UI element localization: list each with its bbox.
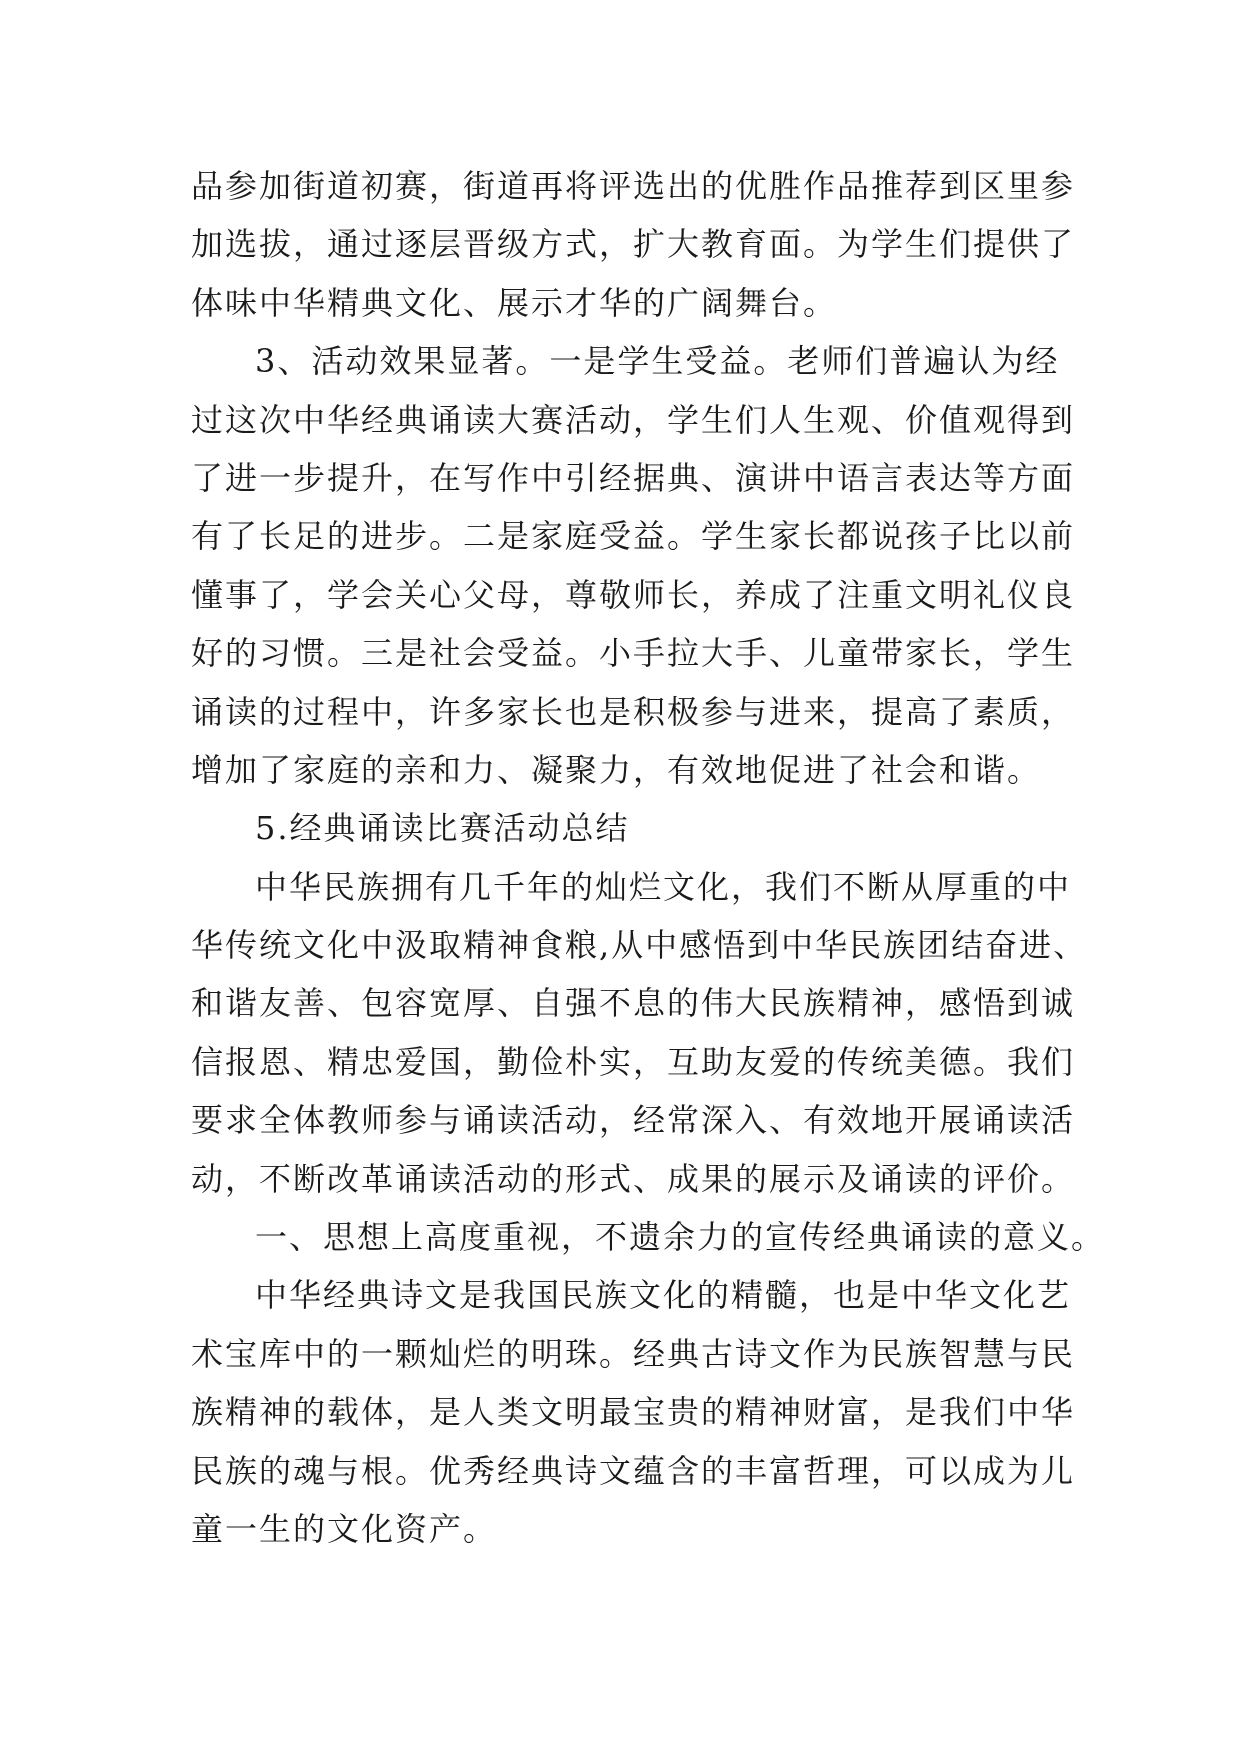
text-line: 了进一步提升，在写作中引经据典、演讲中语言表达等方面 xyxy=(191,458,1076,497)
text-line: 过这次中华经典诵读大赛活动，学生们人生观、价值观得到 xyxy=(191,400,1076,439)
text-line: 术宝库中的一颗灿烂的明珠。经典古诗文作为民族智慧与民 xyxy=(191,1334,1076,1373)
text-line: 族精神的载体，是人类文明最宝贵的精神财富，是我们中华 xyxy=(191,1393,1076,1432)
text-line: 中华经典诗文是我国民族文化的精髓，也是中华文化艺 xyxy=(255,1276,1072,1315)
text-line: 懂事了，学会关心父母，尊敬师长，养成了注重文明礼仪良 xyxy=(191,575,1076,614)
text-line: 信报恩、精忠爱国，勤俭朴实，互助友爱的传统美德。我们 xyxy=(191,1042,1076,1081)
text-line: 民族的魂与根。优秀经典诗文蕴含的丰富哲理，可以成为儿 xyxy=(191,1451,1076,1490)
text-line: 5.经典诵读比赛活动总结 xyxy=(255,809,630,848)
text-line: 童一生的文化资产。 xyxy=(191,1509,498,1548)
text-line: 和谐友善、包容宽厚、自强不息的伟大民族精神，感悟到诚 xyxy=(191,984,1076,1023)
text-line: 诵读的过程中，许多家长也是积极参与进来，提高了素质， xyxy=(191,692,1076,731)
text-line: 品参加街道初赛，街道再将评选出的优胜作品推荐到区里参 xyxy=(191,167,1076,205)
text-line: 中华民族拥有几千年的灿烂文化，我们不断从厚重的中 xyxy=(255,867,1072,906)
text-line: 体味中华精典文化、展示才华的广阔舞台。 xyxy=(191,283,838,322)
body-text xyxy=(191,157,1106,1558)
text-line: 加选拔，通过逐层晋级方式，扩大教育面。为学生们提供了 xyxy=(191,225,1076,264)
text-line: 3、活动效果显著。一是学生受益。老师们普遍认为经 xyxy=(255,342,1060,381)
text-line: 要求全体教师参与诵读活动，经常深入、有效地开展诵读活 xyxy=(191,1101,1076,1140)
text-line: 一、思想上高度重视，不遗余力的宣传经典诵读的意义。 xyxy=(255,1218,1106,1257)
text-line: 增加了家庭的亲和力、凝聚力，有效地促进了社会和谐。 xyxy=(191,750,1042,789)
text-line: 动，不断改革诵读活动的形式、成果的展示及诵读的评价。 xyxy=(191,1159,1076,1198)
text-line: 华传统文化中汲取精神食粮,从中感悟到中华民族团结奋进、 xyxy=(191,926,1088,965)
text-line: 有了长足的进步。二是家庭受益。学生家长都说孩子比以前 xyxy=(191,517,1076,556)
text-line: 好的习惯。三是社会受益。小手拉大手、儿童带家长，学生 xyxy=(191,634,1076,673)
